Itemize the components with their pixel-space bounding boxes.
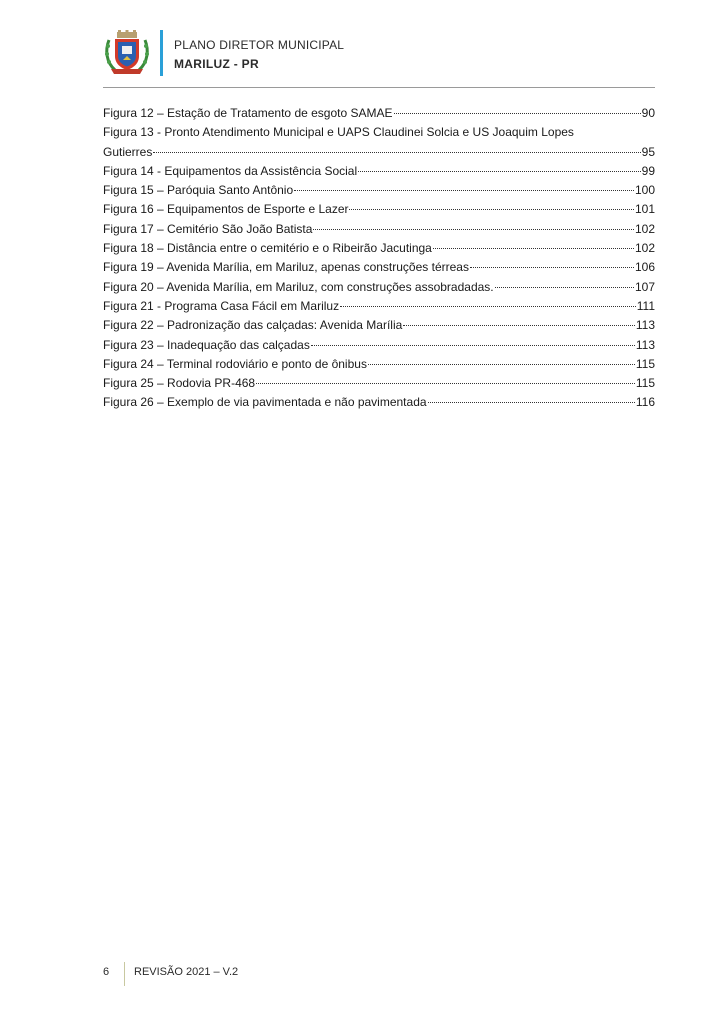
dot-leader <box>340 306 636 307</box>
toc-entry-page: 99 <box>641 163 655 178</box>
toc-entry-figura-13[interactable] <box>103 123 655 162</box>
toc-entry-label: Figura 19 – Avenida Marília, em Mariluz, apenas construções térreas <box>103 260 469 275</box>
toc-entry-figura-22[interactable] <box>103 316 655 335</box>
dot-leader <box>256 383 635 384</box>
dot-leader <box>313 229 634 230</box>
dot-leader <box>433 248 634 249</box>
toc-entry-figura-23[interactable] <box>103 336 655 355</box>
toc-entry-page: 115 <box>635 356 655 371</box>
toc-entry-figura-25[interactable] <box>103 374 655 393</box>
header-accent-bar <box>160 30 163 76</box>
toc-entry-figura-24[interactable] <box>103 355 655 374</box>
toc-entry-label: Figura 18 – Distância entre o cemitério e o Ribeirão Jacutinga <box>103 241 432 256</box>
dot-leader <box>428 402 635 403</box>
toc-entry-figura-12[interactable] <box>103 104 655 123</box>
toc-entry-page: 111 <box>636 298 655 313</box>
footer-divider <box>124 962 125 986</box>
dot-leader <box>495 287 634 288</box>
dot-leader <box>349 209 633 210</box>
toc-entry-figura-16[interactable] <box>103 200 655 219</box>
toc-entry-figura-26[interactable] <box>103 393 655 412</box>
page-header <box>103 30 655 86</box>
toc-entry-figura-21[interactable] <box>103 297 655 316</box>
toc-entry-figura-14[interactable] <box>103 162 655 181</box>
dot-leader <box>153 152 640 153</box>
document-subtitle: MARILUZ - PR <box>174 57 259 71</box>
toc-entry-page: 102 <box>634 241 655 256</box>
toc-entry-label: Figura 14 - Equipamentos da Assistência Social <box>103 163 358 178</box>
toc-entry-label: Figura 20 – Avenida Marília, em Mariluz, com construções assobradadas. <box>103 279 494 294</box>
list-of-figures <box>103 104 655 413</box>
header-divider <box>103 87 655 88</box>
toc-entry-label: Figura 15 – Paróquia Santo Antônio <box>103 183 294 198</box>
toc-entry-figura-15[interactable] <box>103 181 655 200</box>
toc-entry-page: 107 <box>634 279 655 294</box>
toc-entry-figura-17[interactable] <box>103 220 655 239</box>
document-title: PLANO DIRETOR MUNICIPAL <box>174 38 345 52</box>
toc-entry-label: Figura 16 – Equipamentos de Esporte e Lazer <box>103 202 349 217</box>
toc-entry-page: 102 <box>634 221 655 236</box>
dot-leader <box>368 364 635 365</box>
toc-entry-figura-18[interactable] <box>103 239 655 258</box>
toc-entry-label: Gutierres <box>103 144 153 159</box>
toc-entry-figura-19[interactable] <box>103 258 655 277</box>
revision-label: REVISÃO 2021 – V.2 <box>134 966 239 978</box>
toc-entry-page: 101 <box>634 202 655 217</box>
toc-entry-label: Figura 26 – Exemplo de via pavimentada e não pavimentada <box>103 395 427 410</box>
dot-leader <box>358 171 641 172</box>
toc-entry-page: 113 <box>635 337 655 352</box>
dot-leader <box>311 345 635 346</box>
toc-entry-page: 95 <box>641 144 655 159</box>
toc-entry-label: Figura 25 – Rodovia PR-468 <box>103 376 256 391</box>
dot-leader <box>403 325 635 326</box>
toc-entry-page: 115 <box>635 376 655 391</box>
toc-entry-label: Figura 12 – Estação de Tratamento de esgoto SAMAE <box>103 106 393 120</box>
page-number: 6 <box>103 966 110 978</box>
toc-entry-page: 106 <box>634 260 655 275</box>
toc-entry-label: Figura 23 – Inadequação das calçadas <box>103 337 310 352</box>
toc-entry-figura-20[interactable] <box>103 278 655 297</box>
dot-leader <box>470 267 634 268</box>
dot-leader <box>394 113 641 114</box>
toc-entry-label: Figura 17 – Cemitério São João Batista <box>103 221 313 236</box>
toc-entry-page: 90 <box>641 106 655 120</box>
toc-entry-page: 100 <box>634 183 655 198</box>
toc-entry-label: Figura 22 – Padronização das calçadas: Avenida Marília <box>103 318 403 333</box>
toc-entry-label: Figura 24 – Terminal rodoviário e ponto de ônibus <box>103 356 367 371</box>
dot-leader <box>294 190 634 191</box>
municipal-crest-logo <box>103 30 151 76</box>
toc-entry-label-line1: Figura 13 - Pronto Atendimento Municipal e UAPS Claudinei Solcia e US Joaquim Lopes <box>103 125 574 140</box>
toc-entry-page: 113 <box>635 318 655 333</box>
toc-entry-page: 116 <box>635 395 655 410</box>
toc-entry-label: Figura 21 - Programa Casa Fácil em Mariluz <box>103 298 340 313</box>
